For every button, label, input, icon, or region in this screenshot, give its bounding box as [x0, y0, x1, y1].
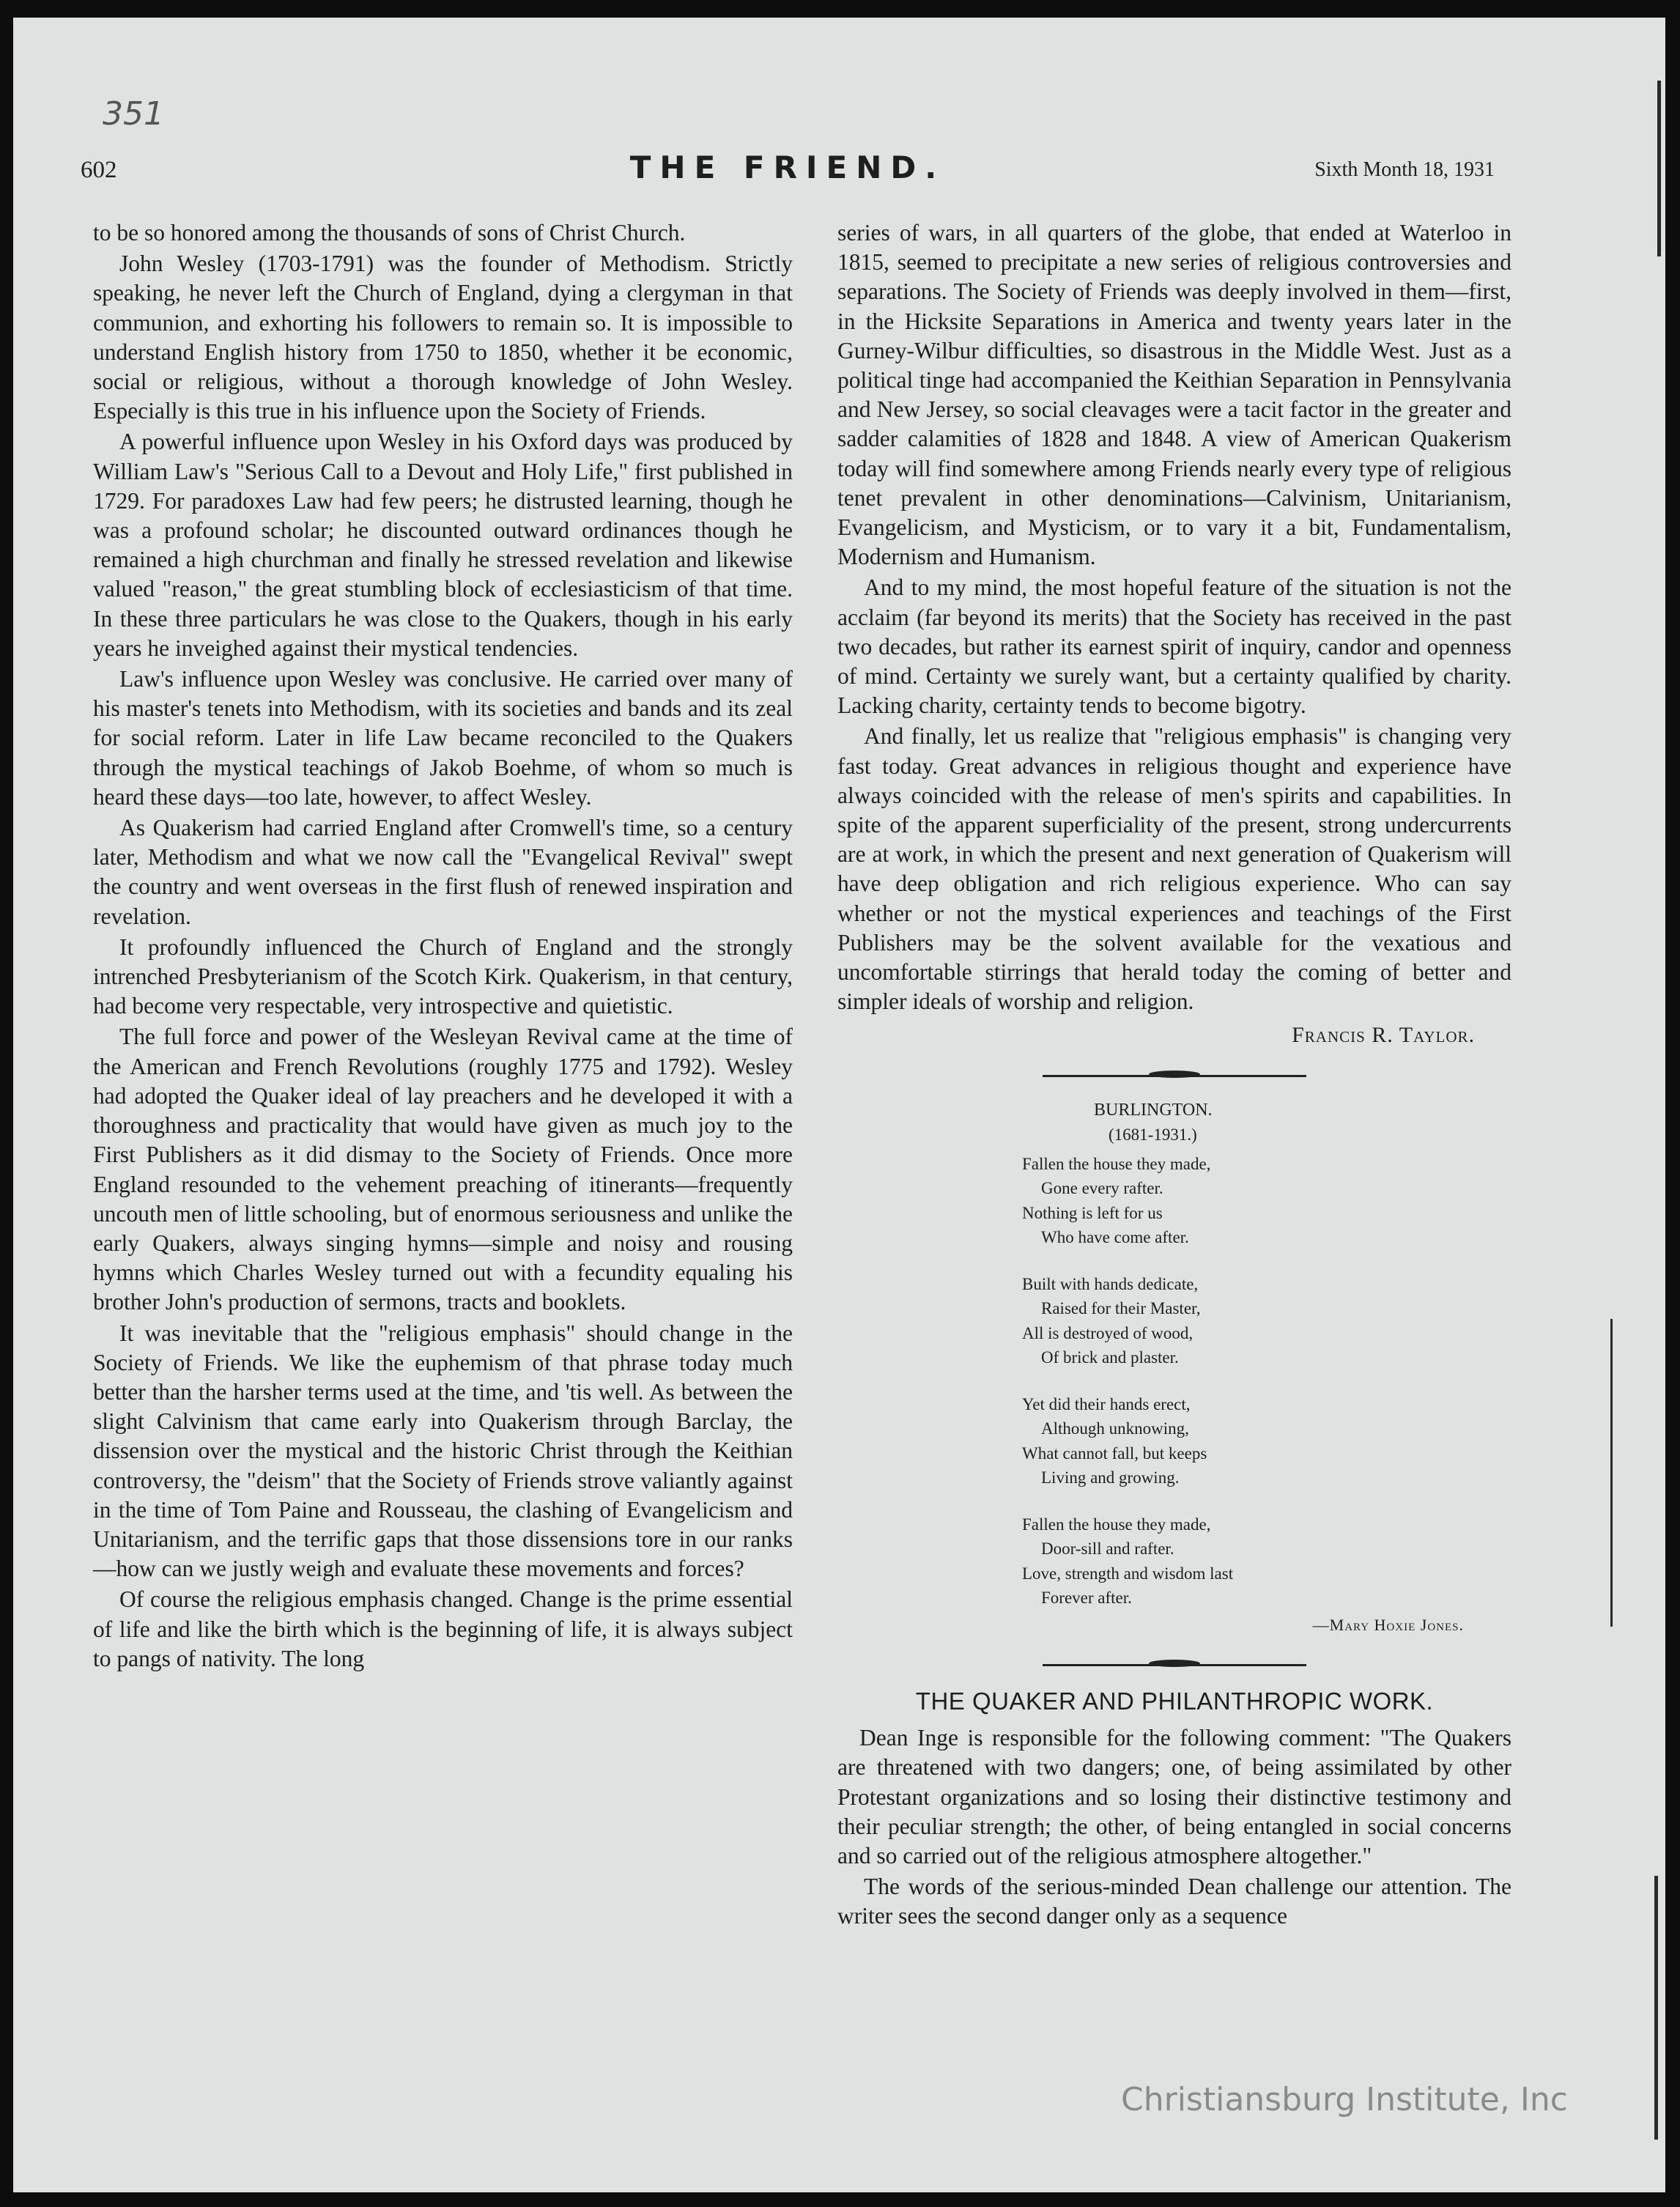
watermark: Christiansburg Institute, Inc [1121, 2081, 1568, 2118]
masthead: THE FRIEND. [629, 149, 946, 185]
pencil-annotation: 351 [103, 95, 164, 133]
poem-line: Love, strength and wisdom last [1022, 1564, 1234, 1583]
paragraph: John Wesley (1703-1791) was the founder of Methodism. Strictly speaking, he never left the Church of England, dying a clergyman in that communion, and exhorting his followers to remain so. It is impossible to understand English history from 1750 to 1850, whether it be economic, social or religious, without a thorough knowledge of John Wesley. Especially is this true in his influence upon the Society of Friends. [93, 251, 793, 424]
poem-years: (1681-1931.) [1109, 1125, 1197, 1144]
poem-line: Door-sill and rafter. [1041, 1539, 1174, 1559]
poem-stanza [1022, 1272, 1511, 1370]
poem-line: Living and growing. [1041, 1468, 1180, 1487]
paragraph: to be so honored among the thousands of sons of Christ Church. [93, 220, 686, 245]
ornamental-divider [1043, 1656, 1306, 1674]
poem-line: Nothing is left for us [1022, 1203, 1163, 1222]
poem-line: Who have come after. [1041, 1228, 1189, 1247]
ornamental-divider [1043, 1067, 1306, 1084]
poem-line: Raised for their Master, [1041, 1299, 1201, 1318]
poem-line: Built with hands dedicate, [1022, 1274, 1199, 1293]
paragraph: And to my mind, the most hopeful feature of the situation is not the acclaim (far beyond its merits) that the Society has received in the past two decades, but rather its earnest spirit of inquiry, candor and openness of mind. Certainty we surely want, but a certainty qualified by charity. Lacking charity, certainty tends to become bigotry. [837, 574, 1511, 719]
poem-stanza [1022, 1152, 1511, 1250]
binding-edge [1654, 1876, 1658, 2140]
poem-body [837, 1152, 1511, 1611]
poem-title: BURLINGTON. [1094, 1100, 1213, 1120]
poem-stanza [1022, 1512, 1511, 1611]
poem [837, 1098, 1511, 1640]
poem-stanza [1022, 1392, 1511, 1490]
paragraph: It profoundly influenced the Church of England and the strongly intrenched Presbyterianism of the Scotch Kirk. Quakerism, in that century, had become very respectable, very introspective and quietistic. [93, 934, 793, 1019]
page-number: 602 [81, 157, 117, 183]
paragraph: Dean Inge is responsible for the following comment: "The Quakers are threatened with two dangers; one, of being assimilated by other Protestant organizations and so losing their distinctive testimony and their peculiar strength; the other, of being entangled in social concerns and so carried out of the religious atmosphere altogether." [837, 1725, 1511, 1868]
paragraph: Of course the religious emphasis changed. Change is the prime essential of life and like the birth which is the beginning of life, it is always subject to pangs of nativity. The long [93, 1586, 793, 1671]
poem-line: Gone every rafter. [1041, 1179, 1163, 1198]
binding-edge [1610, 1319, 1613, 1627]
poem-author: —Mary Hoxie Jones. [1312, 1615, 1464, 1634]
poem-line: Yet did their hands erect, [1022, 1394, 1191, 1413]
paragraph: Law's influence upon Wesley was conclusive. He carried over many of his master's tenets into Methodism, with its societies and bands and its zeal for social reform. Later in life Law became reconciled to the Quakers through the mystical teachings of Jakob Boehme, of whom so much is heard these days—too late, however, to affect Wesley. [93, 666, 793, 810]
binding-edge [1657, 81, 1661, 256]
paragraph: And finally, let us realize that "religious emphasis" is changing very fast today. Great advances in religious thought and experience have always coincided with the release of men's spirits and capabilities. In spite of the apparent superficiality of the present, strong undercurrents are at work, in which the present and next generation of Quakerism will have deep obligation and rich religious experience. Who can say whether or not the mystical experiences and teachings of the First Publishers may be the solvent available for the vexatious and uncomfortable stirrings that herald today the coming of better and simpler ideals of worship and religion. [837, 723, 1511, 1015]
poem-line: Forever after. [1041, 1589, 1132, 1608]
issue-date: Sixth Month 18, 1931 [1314, 158, 1495, 181]
poem-line: Fallen the house they made, [1022, 1154, 1211, 1173]
right-column [837, 218, 1511, 1931]
poem-line: What cannot fall, but keeps [1022, 1443, 1207, 1463]
paragraph: The words of the serious-minded Dean challenge our attention. The writer sees the second danger only as a sequence [837, 1874, 1511, 1929]
article-title: THE QUAKER AND PHILANTHROPIC WORK. [915, 1687, 1434, 1715]
poem-line: Of brick and plaster. [1041, 1348, 1179, 1367]
poem-line: Fallen the house they made, [1022, 1515, 1211, 1534]
paragraph: The full force and power of the Wesleyan Revival came at the time of the American and French Revolutions (roughly 1775 and 1792). Wesley had adopted the Quaker ideal of lay preachers and he developed it with a thoroughness and practicality that would have given as much joy to the First Publishers as it did dismay to the Society of Friends. Once more England resounded to the vehement preaching of itinerants—frequently uncouth men of little schooling, but of enormous seriousness and unlike the early Quakers, always singing hymns—simple and noisy and rousing hymns which Charles Wesley turned out with a fecundity equaling his brother John's production of sermons, tracts and booklets. [93, 1024, 793, 1315]
article-signature: Francis R. Taylor. [1292, 1023, 1475, 1048]
poem-line: All is destroyed of wood, [1022, 1323, 1194, 1342]
paragraph: A powerful influence upon Wesley in his Oxford days was produced by William Law's "Serious Call to a Devout and Holy Life," first published in 1729. For paradoxes Law had few peers; he distrusted learning, though he was a profound scholar; he discounted outward ordinances though he remained a high churchman and finally he stressed revelation and likewise valued "reason," the great stumbling block of ecclesiasticism of that time. In these three particulars he was close to the Quakers, though in his early years he inveighed against their mystical tendencies. [93, 429, 793, 661]
page-header [81, 147, 1495, 191]
poem-line: Although unknowing, [1041, 1419, 1189, 1438]
paragraph: As Quakerism had carried England after Cromwell's time, so a century later, Methodism and what we now call the "Evangelical Revival" swept the country and went overseas in the first flush of renewed inspiration and revelation. [93, 815, 793, 929]
paragraph: series of wars, in all quarters of the globe, that ended at Waterloo in 1815, seemed to precipitate a new series of religious controversies and separations. The Society of Friends was deeply involved in them—first, in the Hicksite Separations in America and twenty years later in the Gurney-Wilbur difficulties, so disastrous in the Middle West. Just as a political tinge had accompanied the Keithian Separation in Pennsylvania and New Jersey, so social cleavages were a tacit factor in the greater and sadder calamities of 1828 and 1848. A view of American Quakerism today will find somewhere among Friends nearly every type of religious tenet prevalent in other denominations—Calvinism, Unitarianism, Evangelicism, and Mysticism, or to vary it a bit, Fundamentalism, Modernism and Humanism. [837, 220, 1511, 570]
left-column [93, 218, 793, 1674]
paragraph: It was inevitable that the "religious emphasis" should change in the Society of Friends. We like the euphemism of that phrase today much better than the harsher terms used at the time, and 'tis well. As between the slight Calvinism that came early into Quakerism through Barclay, the dissension over the mystical and the historic Christ through the Keithian controversy, the "deism" that the Society of Friends strove valiantly against in the time of Tom Paine and Rousseau, the clashing of Evangelicism and Unitarianism, and the terrific gaps that those dissensions tore in our ranks —how can we justly weigh and evaluate these movements and forces? [93, 1320, 793, 1582]
